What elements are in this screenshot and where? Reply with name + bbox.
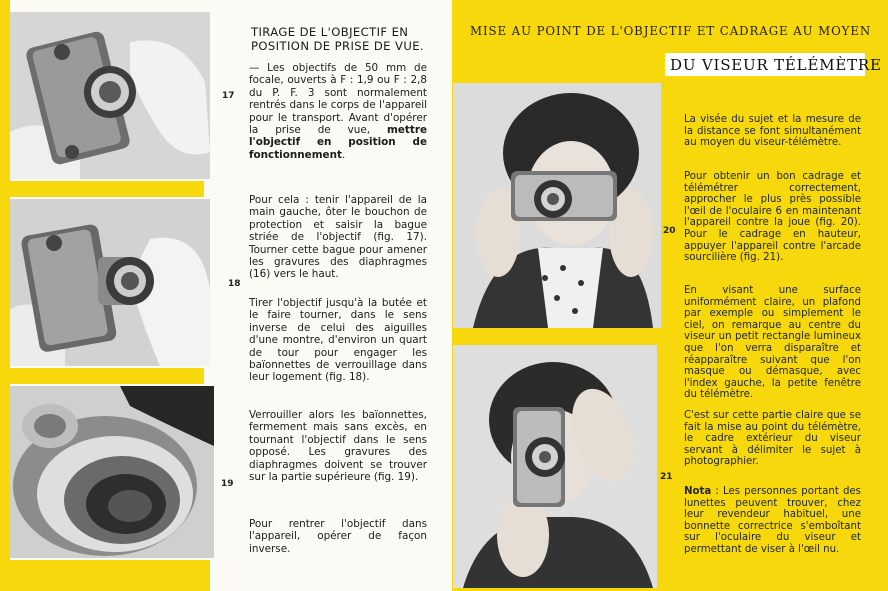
paragraph-bright-rectangle: En visant une surface uniformément claire, un plafond par exemple ou simplement le ciel, on remarque au centre du viseur un petit rectangle lumineux que l'on verra disparaître et réapparaître suivant que l'on masque ou démasque, avec l'index gauche, la petite fenêtre du télémètre. (684, 285, 861, 401)
paragraph-pull-lens: Tirer l'objectif jusqu'à la butée et le faire tourner, dans le sens inverse de celui des aiguilles d'une montre, d'environ un quart de tour pour engager les baïonnettes de verrouillage dans leur logement (fig. 18). (249, 297, 427, 384)
yellow-bar-3 (10, 560, 210, 591)
paragraph-focus-frame: C'est sur cette partie claire que se fait la mise au point du télémètre, le cadre extérieur du viseur servant à délimiter le sujet à photographier. (684, 410, 861, 468)
paragraph-lens-intro-end: . (341, 148, 346, 161)
woman-vertical-framing-illustration-21 (453, 345, 657, 588)
woman-viewfinder-illustration-20 (453, 83, 661, 328)
figure-number-20: 20 (663, 226, 676, 236)
figure-17-photo (10, 12, 210, 179)
figure-18-photo (10, 199, 210, 366)
paragraph-lens-intro (249, 62, 427, 161)
yellow-bar-2 (10, 368, 204, 384)
paragraph-lens-intro-bold: mettre l'objectif en position de fonctionnement (249, 124, 427, 161)
note-glasses (684, 486, 861, 556)
right-page-subtitle: DU VISEUR TÉLÉMÈTRE (670, 56, 882, 74)
camera-hands-illustration-17 (10, 12, 210, 179)
right-page-subtitle-box (665, 53, 882, 76)
figure-number-18: 18 (228, 279, 241, 289)
note-label: Nota (684, 486, 712, 497)
figure-20-photo (453, 83, 661, 328)
figure-number-21: 21 (660, 472, 673, 482)
lens-closeup-illustration-19 (10, 386, 214, 558)
note-text: : Les personnes portant des lunettes peuvent trouver, chez leur revendeur habituel, une bonnette correctrice s'emboîtant sur l'oculaire du viseur et permettant de viser à l'œil nu. (684, 486, 861, 555)
section-heading-lens: TIRAGE DE L'OBJECTIF EN POSITION DE PRISE DE VUE. (251, 25, 425, 53)
camera-hands-illustration-18 (10, 199, 210, 366)
paragraph-framing: Pour obtenir un bon cadrage et télémétrer correctement, approcher le plus près possible l'œil de l'oculaire 6 en maintenant l'appareil contre la joue (fig. 20). Pour le cadrage en hauteur, appuyer l'appareil contre l'arcade sourcilière (fig. 21). (684, 171, 861, 264)
paragraph-retract-lens: Pour rentrer l'objectif dans l'appareil, opérer de façon inverse. (249, 518, 427, 555)
right-page-title: MISE AU POINT DE L'OBJECTIF ET CADRAGE AU MOYEN (470, 24, 872, 38)
figure-21-photo (453, 345, 657, 588)
figure-19-photo (10, 386, 214, 558)
left-yellow-strip (0, 0, 10, 591)
paragraph-hold-camera: Pour cela : tenir l'appareil de la main gauche, ôter le bouchon de protection et saisir la bague striée de l'objectif (fig. 17). Tourner cette bague pour amener les gravures des diaphragmes (16) vers le haut. (249, 194, 427, 281)
paragraph-lens-intro-text: — Les objectifs de 50 mm de focale, ouverts à F : 1,9 ou F : 2,8 du P. F. 3 sont normalement rentrés dans le corps de l'appareil pour le transport. Avant d'opérer la prise de vue, (249, 62, 427, 137)
figure-number-19: 19 (221, 479, 234, 489)
paragraph-lock-bayonet: Verrouiller alors les baïonnettes, fermement mais sans excès, en tournant l'objectif dans le sens opposé. Les gravures des diaphragmes doivent se trouver sur la partie supérieure (fig. 19). (249, 409, 427, 484)
paragraph-rangefinder-intro: La visée du sujet et la mesure de la distance se font simultanément au moyen du viseur-télémètre. (684, 114, 861, 149)
yellow-bar-1 (10, 181, 204, 197)
figure-number-17: 17 (222, 91, 235, 101)
